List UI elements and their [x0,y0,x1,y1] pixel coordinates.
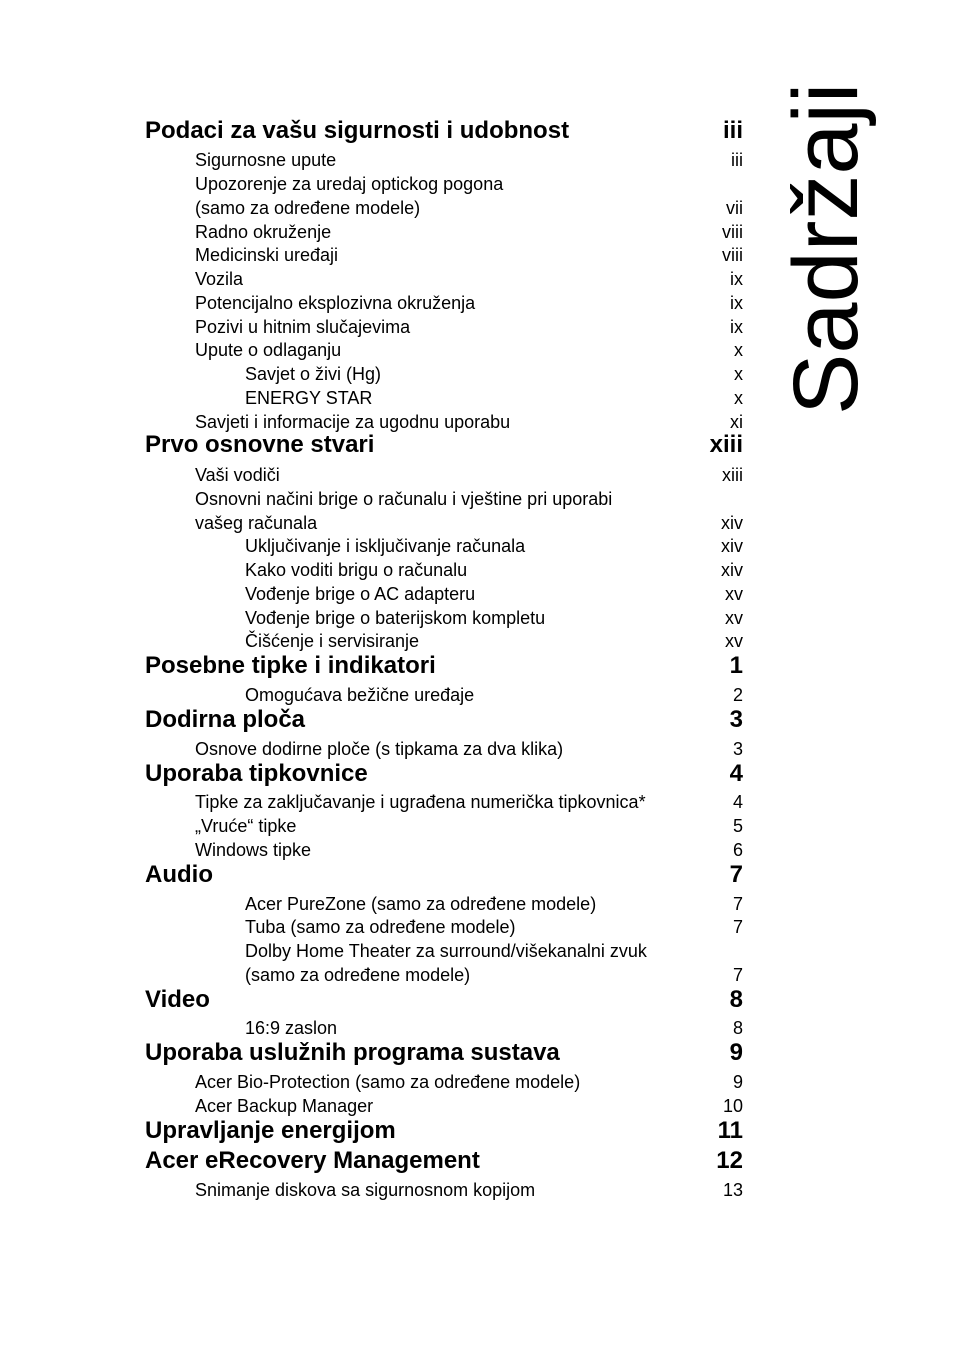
toc-entry-title: Radno okruženje [195,222,332,242]
toc-entry-title: Windows tipke [195,840,312,860]
toc-chapter[interactable] [145,986,743,1014]
toc-page-number: iii [731,150,743,170]
toc-chapter[interactable] [145,652,743,680]
toc-entry[interactable] [245,364,743,385]
toc-entry[interactable] [195,174,743,195]
toc-entry[interactable] [195,222,743,243]
toc-entry-title: Acer eRecovery Management [145,1147,480,1174]
toc-entry-title: 16:9 zaslon [245,1018,338,1038]
toc-entry[interactable] [195,150,743,171]
toc-entry-title: Acer Bio-Protection (samo za određene modele) [195,1072,581,1092]
toc-entry-title: „Vruće“ tipke [195,816,297,836]
toc-entry[interactable] [245,631,743,652]
toc-page-number: 7 [732,965,743,985]
toc-page-number: 12 [716,1147,743,1174]
toc-entry[interactable] [245,1018,743,1039]
toc-entry-title: Čišćenje i servisiranje [245,631,420,651]
toc-page-number: 7 [732,894,743,914]
toc-entry[interactable] [195,792,743,813]
toc-entry-title: (samo za određene modele) [195,198,421,218]
toc-entry-title: Potencijalno eksplozivna okruženja [195,293,476,313]
toc-page-number: xiv [721,536,743,556]
toc-entry[interactable] [245,560,743,581]
toc-page-number: 9 [732,1072,743,1092]
toc-entry-title: Uporaba uslužnih programa sustava [145,1039,560,1066]
toc-entry[interactable] [195,293,743,314]
toc-page-number: x [734,364,743,384]
toc-entry-title: Acer Backup Manager [195,1096,374,1116]
toc-entry[interactable] [245,388,743,409]
toc-entry-title: Video [145,986,210,1013]
toc-entry[interactable] [195,340,743,361]
toc-entry-title: Podaci za vašu sigurnosti i udobnost [145,117,570,144]
toc-page-number: 4 [732,792,743,812]
toc-page-number: 3 [729,706,743,733]
toc-entry[interactable] [195,1180,743,1201]
toc-entry-title: Snimanje diskova sa sigurnosnom kopijom [195,1180,536,1200]
toc-entry-title: Dolby Home Theater za surround/višekanalni zvuk [245,941,647,961]
toc-page-number: ix [730,269,743,289]
toc-entry[interactable] [245,941,743,962]
toc-entry-title: Kako voditi brigu o računalu [245,560,468,580]
toc-entry[interactable] [195,412,743,433]
toc-entry[interactable] [195,739,743,760]
toc-page-number: xv [725,631,743,651]
toc-page-number: 8 [732,1018,743,1038]
toc-entry-title: Medicinski uređaji [195,245,339,265]
toc-page-number: 10 [722,1096,743,1116]
toc-entry-title: Sigurnosne upute [195,150,337,170]
toc-page-number: xi [730,412,743,432]
toc-page-number: 13 [722,1180,743,1200]
toc-page-number: xiii [722,465,743,485]
toc-page-number: xiv [721,513,743,533]
toc-entry[interactable] [195,198,743,219]
toc-entry[interactable] [245,608,743,629]
toc-page-number: xv [725,584,743,604]
toc-page-number: 3 [732,739,743,759]
toc-entry-title: Dodirna ploča [145,706,306,733]
toc-entry[interactable] [195,269,743,290]
toc-entry-title: Tipke za zaključavanje i ugrađena numerička tipkovnica* [195,792,646,812]
toc-entry[interactable] [195,1072,743,1093]
toc-chapter[interactable] [145,1117,743,1145]
toc-page-number: ix [730,293,743,313]
toc-entry[interactable] [195,513,743,534]
toc-entry[interactable] [195,465,743,486]
toc-page-number: xiv [721,560,743,580]
toc-entry-title: Uključivanje i isključivanje računala [245,536,526,556]
toc-page-number: 2 [732,685,743,705]
toc-entry[interactable] [245,685,743,706]
toc-entry-title: Vođenje brige o baterijskom kompletu [245,608,546,628]
toc-entry[interactable] [245,894,743,915]
toc-entry[interactable] [245,584,743,605]
toc-page-number: 1 [729,652,743,679]
toc-entry-title: Savjeti i informacije za ugodnu uporabu [195,412,511,432]
toc-entry-title: Uporaba tipkovnice [145,760,368,787]
toc-entry-title: Tuba (samo za određene modele) [245,917,516,937]
toc-page-number: 7 [732,917,743,937]
toc-page-number: viii [722,222,743,242]
toc-entry[interactable] [195,245,743,266]
toc-chapter[interactable] [145,1147,743,1175]
toc-page-number: xiii [709,431,743,458]
toc-entry-title: Osnovni načini brige o računalu i vještine pri uporabi [195,489,613,509]
toc-chapter[interactable] [145,706,743,734]
toc-entry[interactable] [245,965,743,986]
toc-page-number: vii [726,198,743,218]
toc-page-number: viii [722,245,743,265]
toc-page-number: ix [730,317,743,337]
toc-chapter[interactable] [145,861,743,889]
toc-page-number: x [734,388,743,408]
toc-entry[interactable] [195,317,743,338]
toc-entry[interactable] [195,489,743,510]
toc-entry-title: Pozivi u hitnim slučajevima [195,317,411,337]
toc-entry-title: Vozila [195,269,244,289]
toc-entry-title: Savjet o živi (Hg) [245,364,382,384]
toc-entry-title: Upute o odlaganju [195,340,342,360]
toc-page-number: 5 [732,816,743,836]
toc-entry-title: Audio [145,861,213,888]
toc-entry-title: Omogućava bežične uređaje [245,685,475,705]
toc-entry-title: (samo za određene modele) [245,965,471,985]
toc-page-number: 7 [729,861,743,888]
page-title: Sadržaji [775,82,877,415]
toc-chapter[interactable] [145,431,743,459]
toc-entry-title: vašeg računala [195,513,318,533]
toc-page-number: 9 [729,1039,743,1066]
toc-entry-title: Posebne tipke i indikatori [145,652,436,679]
toc-page-number: 4 [729,760,743,787]
toc-entry[interactable] [195,816,743,837]
toc-chapter[interactable] [145,760,743,788]
toc-page-number: 8 [729,986,743,1013]
toc-page-number: x [734,340,743,360]
toc-entry[interactable] [195,840,743,861]
toc-entry-title: Vaši vodiči [195,465,280,485]
toc-chapter[interactable] [145,117,743,145]
toc-entry[interactable] [245,536,743,557]
toc-entry[interactable] [245,917,743,938]
toc-entry-title: Osnove dodirne ploče (s tipkama za dva klika) [195,739,564,759]
toc-page-number: iii [722,117,743,144]
toc-page-number: 6 [732,840,743,860]
toc-entry-title: Upozorenje za uredaj optickog pogona [195,174,504,194]
toc-entry-title: Prvo osnovne stvari [145,431,375,458]
toc-chapter[interactable] [145,1039,743,1067]
toc-entry-title: Upravljanje energijom [145,1117,396,1144]
toc-page-number: xv [725,608,743,628]
toc-entry-title: Vođenje brige o AC adapteru [245,584,476,604]
toc-page-number: 11 [717,1117,743,1144]
toc-entry-title: Acer PureZone (samo za određene modele) [245,894,597,914]
toc-entry[interactable] [195,1096,743,1117]
toc-entry-title: ENERGY STAR [245,388,373,408]
